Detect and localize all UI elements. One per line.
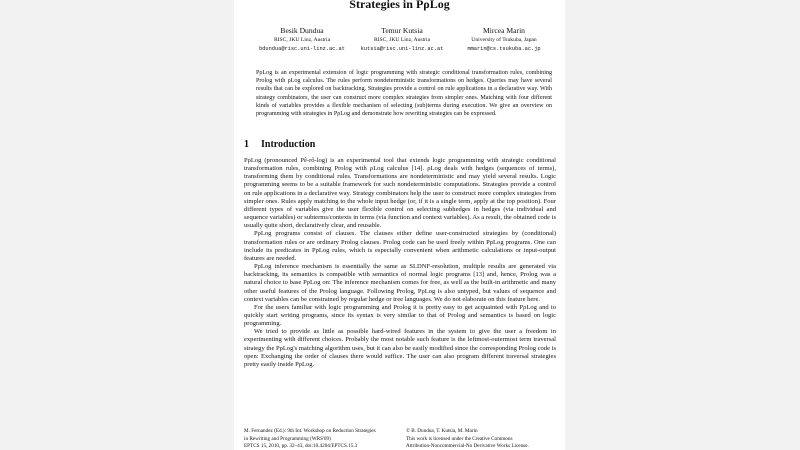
author-block-3: [444, 26, 564, 54]
author-affiliation: RISC, JKU Linz, Austria: [373, 37, 431, 43]
paragraph: PρLog inference mechanism is essentially the same as SLDNF-resolution, multiple results are generated via backtracking, its semantics is compatible with semantics of normal logic programs [13] and, hence, Prolog was a natural choice to base PρLog on: The inference mechanism comes for free, as well as the built-in arithmetic and many other useful features of the Prolog language. Following Prolog, PρLog is also untyped, but values of sequence and context variables can be constrained by regular hedge or tree languages. We do not elaborate on this feature here.: [244, 263, 556, 303]
footer-line: This work is licensed under the Creative Commons: [406, 435, 513, 442]
author-email: bdundua@risc.uni-linz.ac.at: [259, 46, 345, 52]
section-number: 1: [244, 139, 249, 150]
footer-line: M. Fernandez (Ed.): 9th Int. Workshop on Reduction Strategies: [244, 428, 376, 434]
author-email: kutsia@risc.uni-linz.ac.at: [360, 46, 444, 52]
paragraph: For the users familiar with logic programming and Prolog it is pretty easy to get acquainted with PρLog and to quickly start writing programs, since its syntax is very similar to that of Prolog and semantics is based on logic programming.: [244, 303, 556, 328]
paragraph: PρLog (pronounced Pê-rô-log) is an experimental tool that extends logic programming with strategic conditional transformation rules, combining Prolog with ρLog calculus [14]. ρLog deals with hedges (sequences of terms), transforming them by conditional rules. Transformations are nondeterministic and may yield several results. Logic programming seems to be a suitable framework for such nondeterministic computations. Strategies provide a control on rule applications in a declarative way. Strategy combinators help the user to construct more complex strategies from simpler ones. Rules apply matching to the whole input hedge (or, if it is a single term, apply at the top position). Four different types of variables give the user flexible control on selecting subhedges in hedges (via individual and sequence variables) or subterms/contexts in terms (via function and context variables). As a result, the obtained code is usually quite short, declaratively clear, and reusable.: [244, 157, 556, 230]
footer-line: EPTCS 15, 2010, pp. 32–43, doi:10.4204/EPTCS.15.3: [244, 443, 358, 450]
footer-line: in Rewriting and Programming (WRS'09): [244, 435, 331, 442]
section-heading: [244, 139, 315, 151]
section-title: Introduction: [261, 139, 316, 150]
author-affiliation: RISC, JKU Linz, Austria: [273, 37, 331, 43]
footer-venue: [244, 428, 394, 450]
footer-line: Attribution-Noncommercial-No Derivative Works License.: [406, 443, 529, 450]
footer-line: © B. Dundua, T. Kutsia, M. Marin: [406, 428, 478, 434]
paper-page: [234, 0, 565, 450]
body-text: [244, 157, 556, 369]
author-name: Besik Dundua: [280, 26, 324, 35]
paragraph: We tried to provide as little as possible hard-wired features in the system to give the user a freedom in experimenting with different choices. Probably the most notable such feature is the leftmost-outermost term traversal strategy the PρLog's matching algorithm uses, but it can also be easily modified since the corresponding Prolog code is open: Exchanging the order of clauses there would suffice. The user can also program different traversal strategies pretty easily inside PρLog.: [244, 328, 556, 368]
paragraph: PρLog programs consist of clauses. The clauses either define user-constructed strategies by (conditional) transformation rules or are ordinary Prolog clauses. Prolog code can be used freely within PρLog programs. One can include its predicates in PρLog rules, which is especially convenient when arithmetic calculations or input-output features are needed.: [244, 230, 556, 262]
author-name: Temur Kutsia: [381, 26, 423, 35]
abstract: PρLog is an experimental extension of logic programming with strategic conditional transformation rules, combining Prolog with ρLog calculus. The rules perform nondeterministic transformations on hedges. Queries may have several results that can be explored on backtracking. Strategies provide a control on rule applications in a declarative way. With strategy combinators, the user can construct more complex strategies from simpler ones. Matching with four different kinds of variables provides a flexible mechanism of selecting (sub)terms during execution. We give an overview on programming with strategies in PρLog and demonstrate how rewriting strategies can be expressed.: [256, 70, 552, 118]
author-name: Mircea Marin: [483, 26, 525, 35]
paper-title: Strategies in PρLog: [349, 0, 450, 11]
author-email: mmarin@cs.tsukuba.ac.jp: [467, 46, 541, 52]
author-affiliation: University of Tsukuba, Japan: [471, 37, 537, 43]
footer-license: [406, 428, 561, 450]
